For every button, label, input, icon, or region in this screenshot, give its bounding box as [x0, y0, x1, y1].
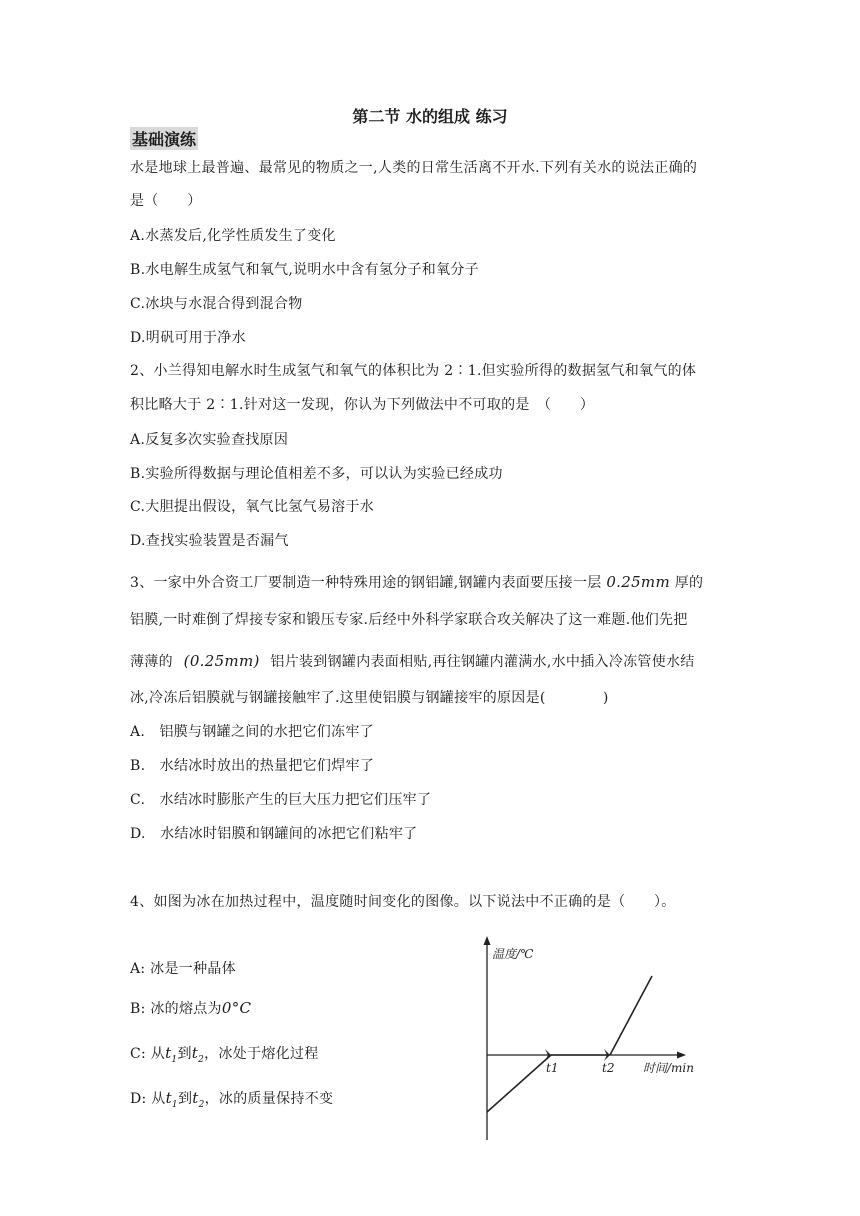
q4-option-c-text: 到	[177, 1046, 192, 1062]
section-heading: 基础演练	[130, 127, 198, 150]
series-segment-heating-water	[610, 976, 652, 1055]
q4-option-d-text: D: 从	[130, 1091, 166, 1107]
q3-stem-line2: 铝膜,一时难倒了焊接专家和锻压专家.后经中外科学家联合攻关解决了这一难题.他们先把	[130, 612, 688, 628]
x-axis-label: 时间/min	[643, 1061, 694, 1075]
q2-stem-line2: 积比略大于 2∶1.针对这一发现，你认为下列做法中不可取的是 （ ）	[130, 397, 595, 413]
y-axis-label: 温度/℃	[492, 947, 534, 961]
q1-option-c: C.冰块与水混合得到混合物	[130, 296, 303, 312]
x-tick-label-t2: t2	[602, 1061, 615, 1075]
q1-option-d: D.明矾可用于净水	[130, 330, 246, 346]
q1-option-b: B.水电解生成氢气和氧气,说明水中含有氢分子和氧分子	[130, 262, 479, 278]
q2-option-d: D.查找实验装置是否漏气	[130, 533, 289, 549]
q3-stem-text: 厚的	[674, 575, 704, 591]
q4-melting-point-math: 0°C	[221, 999, 252, 1017]
q1-stem-line2: 是（ ）	[130, 193, 202, 209]
q2-stem-line1: 2、小兰得知电解水时生成氢气和氧气的体积比为 2∶1.但实验所得的数据氢气和氧气的体	[130, 363, 697, 379]
q4-option-b	[130, 998, 251, 1018]
q4-option-d-text: ，冰的质量保持不变	[204, 1091, 334, 1107]
x-tick-label-t1: t1	[546, 1061, 559, 1075]
q2-option-c: C.大胆提出假设，氧气比氢气易溶于水	[130, 499, 375, 515]
q1-stem-line1: 水是地球上最普遍、最常见的物质之一,人类的日常生活离不开水.下列有关水的说法正确的	[130, 160, 698, 176]
q3-thickness-math: 0.25mm	[606, 573, 670, 591]
q3-option-c: C. 水结冰时膨胀产生的巨大压力把它们压牢了	[130, 792, 432, 808]
q4-option-d	[130, 1088, 333, 1110]
q2-option-a: A.反复多次实验查找原因	[130, 432, 289, 448]
q3-stem-text: 3、一家中外合资工厂要制造一种特殊用途的钢铝罐,钢罐内表面要压接一层	[130, 575, 602, 591]
q2-option-b: B.实验所得数据与理论值相差不多，可以认为实验已经成功	[130, 466, 503, 482]
q3-stem-line4: 冰,冷冻后铝膜就与钢罐接触牢了.这里使铝膜与钢罐接牢的原因是( )	[130, 690, 609, 706]
q1-option-a: A.水蒸发后,化学性质发生了变化	[130, 228, 336, 244]
q3-stem-line3	[130, 651, 695, 671]
x-axis-arrow	[677, 1052, 686, 1059]
q4-option-a: A: 冰是一种晶体	[130, 961, 236, 977]
q4-option-c	[130, 1043, 319, 1065]
q4-t2-math: $t_2$	[191, 1044, 205, 1065]
q4-t2-math: $t_2$	[192, 1089, 205, 1110]
page-title: 第二节 水的组成 练习	[352, 107, 508, 126]
series-segment-heating-ice	[487, 1055, 551, 1112]
q4-option-b-text: B: 冰的熔点为	[130, 1001, 222, 1017]
q3-stem-text: 铝片装到钢罐内表面相贴,再往钢罐内灌满水,水中插入冷冻管使水结	[270, 654, 695, 670]
q3-stem-line1	[130, 572, 703, 592]
q4-option-d-text: 到	[177, 1091, 193, 1107]
q4-option-c-text: ，冰处于熔化过程	[204, 1046, 319, 1062]
q3-option-d: D. 水结冰时铝膜和钢罐间的冰把它们粘牢了	[130, 826, 418, 842]
q3-option-a: A. 铝膜与钢罐之间的水把它们冻牢了	[130, 724, 374, 740]
q3-option-b: B. 水结冰时放出的热量把它们焊牢了	[130, 758, 375, 774]
temperature-time-chart	[460, 930, 710, 1150]
q3-stem-text: 薄薄的	[130, 654, 173, 670]
q4-t1-math: $t_1$	[165, 1044, 178, 1065]
q4-t1-math: $t_1$	[165, 1089, 178, 1110]
q3-thickness-math-paren: (0.25mm)	[183, 652, 260, 670]
q4-stem: 4、如图为冰在加热过程中，温度随时间变化的图像。以下说法中不正确的是（ ）。	[130, 894, 676, 910]
y-axis-arrow	[484, 936, 491, 945]
q4-option-c-text: C: 从	[130, 1046, 166, 1062]
